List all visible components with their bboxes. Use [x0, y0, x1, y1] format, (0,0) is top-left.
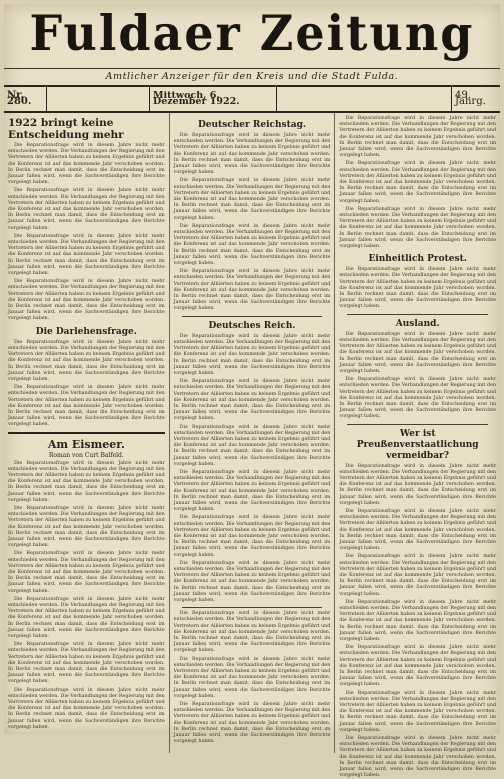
- newspaper-page: [4, 4, 500, 779]
- column-left: [4, 113, 169, 753]
- divider: [182, 607, 323, 608]
- article-body: Die Reparationsfrage wird in diesem Jahre nicht mehr entschieden werden. Die Verhandlungen der Regierung mit den Vertretern der Alliierten haben zu keinem Ergebnis geführt und die Konferenz ist auf das kommende Jahr verschoben worden. In Berlin rechnet man damit, dass die Entscheidung erst im Januar fallen wird, wenn die Sachverständigen ihre Berichte vorgelegt haben. Die Reparationsfrage wird in diesem Jahre nicht mehr entschieden werden. Die Verhandlungen der Regierung mit den Vertretern der Alliierten haben zu keinem Ergebnis geführt und die Konferenz ist auf das kommende Jahr verschoben worden. In Berlin rechnet man damit, dass die Entscheidung erst im Januar fallen wird, wenn die Sachverständigen ihre Berichte vorgelegt haben. Die Reparationsfrage wird in diesem Jahre nicht mehr entschieden werden. Die Verhandlungen der Regierung mit den Vertretern der Alliierten haben zu keinem Ergebnis geführt und die Konferenz ist auf das kommende Jahr verschoben worden. In Berlin rechnet man damit, dass die Entscheidung erst im Januar fallen wird, wenn die Sachverständigen ihre Berichte vorgelegt haben. Die Reparationsfrage wird in diesem Jahre nicht mehr entschieden werden. Die Verhandlungen der Regierung mit den Vertretern der Alliierten haben zu keinem Ergebnis geführt und die Konferenz ist auf das kommende Jahr verschoben worden. In Berlin rechnet man damit, dass die Entscheidung erst im Januar fallen wird, wenn die Sachverständigen ihre Berichte vorgelegt haben.: [8, 143, 165, 322]
- headline-reich: Deutsches Reich.: [208, 320, 296, 331]
- newspaper-subtitle: Amtlicher Anzeiger für den Kreis und die Stadt Fulda.: [4, 69, 500, 87]
- headline-reichstag: Deutscher Reichstag.: [197, 120, 307, 130]
- article-body: Die Reparationsfrage wird in diesem Jahre nicht mehr entschieden werden. Die Verhandlungen der Regierung mit den Vertretern der Alliierten haben zu keinem Ergebnis geführt und die Konferenz ist auf das kommende Jahr verschoben worden. In Berlin rechnet man damit, dass die Entscheidung erst im Januar fallen wird, wenn die Sachverständigen ihre Berichte vorgelegt haben. Die Reparationsfrage wird in diesem Jahre nicht mehr entschieden werden. Die Verhandlungen der Regierung mit den Vertretern der Alliierten haben zu keinem Ergebnis geführt und die Konferenz ist auf das kommende Jahr verschoben worden. In Berlin rechnet man damit, dass die Entscheidung erst im Januar fallen wird, wenn die Sachverständigen ihre Berichte vorgelegt haben.: [8, 339, 165, 428]
- volume-year: 49. Jahrg.: [455, 90, 486, 107]
- newspaper-title: Fuldaer Zeitung: [29, 4, 475, 62]
- column-middle: [169, 113, 335, 753]
- divider: [182, 316, 323, 317]
- headline-reparations: 1922 bringt keine Entscheidung mehr: [8, 117, 124, 141]
- price-info: [277, 87, 452, 111]
- serial-title: Am Eismeer.: [47, 437, 125, 451]
- serial-byline: Roman von Curt Balfeld.: [48, 451, 124, 459]
- article-body: Die Reparationsfrage wird in diesem Jahre nicht mehr entschieden werden. Die Verhandlungen der Regierung mit den Vertretern der Alliierten haben zu keinem Ergebnis geführt und die Konferenz ist auf das kommende Jahr verschoben worden. In Berlin rechnet man damit, dass die Entscheidung erst im Januar fallen wird, wenn die Sachverständigen ihre Berichte vorgelegt haben. Die Reparationsfrage wird in diesem Jahre nicht mehr entschieden werden. Die Verhandlungen der Regierung mit den Vertretern der Alliierten haben zu keinem Ergebnis geführt und die Konferenz ist auf das kommende Jahr verschoben worden. In Berlin rechnet man damit, dass die Entscheidung erst im Januar fallen wird, wenn die Sachverständigen ihre Berichte vorgelegt haben. Die Reparationsfrage wird in diesem Jahre nicht mehr entschieden werden. Die Verhandlungen der Regierung mit den Vertretern der Alliierten haben zu keinem Ergebnis geführt und die Konferenz ist auf das kommende Jahr verschoben worden. In Berlin rechnet man damit, dass die Entscheidung erst im Januar fallen wird, wenn die Sachverständigen ihre Berichte vorgelegt haben. Die Reparationsfrage wird in diesem Jahre nicht mehr entschieden werden. Die Verhandlungen der Regierung mit den Vertretern der Alliierten haben zu keinem Ergebnis geführt und die Konferenz ist auf das kommende Jahr verschoben worden. In Berlin rechnet man damit, dass die Entscheidung erst im Januar fallen wird, wenn die Sachverständigen ihre Berichte vorgelegt haben. Die Reparationsfrage wird in diesem Jahre nicht mehr entschieden werden. Die Verhandlungen der Regierung mit den Vertretern der Alliierten haben zu keinem Ergebnis geführt und die Konferenz ist auf das kommende Jahr verschoben worden. In Berlin rechnet man damit, dass die Entscheidung erst im Januar fallen wird, wenn die Sachverständigen ihre Berichte vorgelegt haben. Die Reparationsfrage wird in diesem Jahre nicht mehr entschieden werden. Die Verhandlungen der Regierung mit den Vertretern der Alliierten haben zu keinem Ergebnis geführt und die Konferenz ist auf das kommende Jahr verschoben worden. In Berlin rechnet man damit, dass die Entscheidung erst im Januar fallen wird, wenn die Sachverständigen ihre Berichte vorgelegt haben.: [173, 333, 331, 604]
- headline-loan: Die Darlehensfrage.: [35, 326, 137, 337]
- article-body: Die Reparationsfrage wird in diesem Jahre nicht mehr entschieden werden. Die Verhandlungen der Regierung mit den Vertretern der Alliierten haben zu keinem Ergebnis geführt und die Konferenz ist auf das kommende Jahr verschoben worden. In Berlin rechnet man damit, dass die Entscheidung erst im Januar fallen wird, wenn die Sachverständigen ihre Berichte vorgelegt haben. Die Reparationsfrage wird in diesem Jahre nicht mehr entschieden werden. Die Verhandlungen der Regierung mit den Vertretern der Alliierten haben zu keinem Ergebnis geführt und die Konferenz ist auf das kommende Jahr verschoben worden. In Berlin rechnet man damit, dass die Entscheidung erst im Januar fallen wird, wenn die Sachverständigen ihre Berichte vorgelegt haben. Die Reparationsfrage wird in diesem Jahre nicht mehr entschieden werden. Die Verhandlungen der Regierung mit den Vertretern der Alliierten haben zu keinem Ergebnis geführt und die Konferenz ist auf das kommende Jahr verschoben worden. In Berlin rechnet man damit, dass die Entscheidung erst im Januar fallen wird, wenn die Sachverständigen ihre Berichte vorgelegt haben. Die Reparationsfrage wird in diesem Jahre nicht mehr entschieden werden. Die Verhandlungen der Regierung mit den Vertretern der Alliierten haben zu keinem Ergebnis geführt und die Konferenz ist auf das kommende Jahr verschoben worden. In Berlin rechnet man damit, dass die Entscheidung erst im Januar fallen wird, wenn die Sachverständigen ihre Berichte vorgelegt haben.: [173, 133, 331, 312]
- article-body: Die Reparationsfrage wird in diesem Jahre nicht mehr entschieden werden. Die Verhandlungen der Regierung mit den Vertretern der Alliierten haben zu keinem Ergebnis geführt und die Konferenz ist auf das kommende Jahr verschoben worden. In Berlin rechnet man damit, dass die Entscheidung erst im Januar fallen wird, wenn die Sachverständigen ihre Berichte vorgelegt haben. Die Reparationsfrage wird in diesem Jahre nicht mehr entschieden werden. Die Verhandlungen der Regierung mit den Vertretern der Alliierten haben zu keinem Ergebnis geführt und die Konferenz ist auf das kommende Jahr verschoben worden. In Berlin rechnet man damit, dass die Entscheidung erst im Januar fallen wird, wenn die Sachverständigen ihre Berichte vorgelegt haben. Die Reparationsfrage wird in diesem Jahre nicht mehr entschieden werden. Die Verhandlungen der Regierung mit den Vertretern der Alliierten haben zu keinem Ergebnis geführt und die Konferenz ist auf das kommende Jahr verschoben worden. In Berlin rechnet man damit, dass die Entscheidung erst im Januar fallen wird, wenn die Sachverständigen ihre Berichte vorgelegt haben.: [173, 611, 331, 745]
- divider: [347, 424, 488, 425]
- issue-date: Mittwoch, 6. Dezember 1922.: [150, 87, 277, 111]
- article-body: Die Reparationsfrage wird in diesem Jahre nicht mehr entschieden werden. Die Verhandlungen der Regierung mit den Vertretern der Alliierten haben zu keinem Ergebnis geführt und die Konferenz ist auf das kommende Jahr verschoben worden. In Berlin rechnet man damit, dass die Entscheidung erst im Januar fallen wird, wenn die Sachverständigen ihre Berichte vorgelegt haben. Die Reparationsfrage wird in diesem Jahre nicht mehr entschieden werden. Die Verhandlungen der Regierung mit den Vertretern der Alliierten haben zu keinem Ergebnis geführt und die Konferenz ist auf das kommende Jahr verschoben worden. In Berlin rechnet man damit, dass die Entscheidung erst im Januar fallen wird, wenn die Sachverständigen ihre Berichte vorgelegt haben. Die Reparationsfrage wird in diesem Jahre nicht mehr entschieden werden. Die Verhandlungen der Regierung mit den Vertretern der Alliierten haben zu keinem Ergebnis geführt und die Konferenz ist auf das kommende Jahr verschoben worden. In Berlin rechnet man damit, dass die Entscheidung erst im Januar fallen wird, wenn die Sachverständigen ihre Berichte vorgelegt haben. Die Reparationsfrage wird in diesem Jahre nicht mehr entschieden werden. Die Verhandlungen der Regierung mit den Vertretern der Alliierten haben zu keinem Ergebnis geführt und die Konferenz ist auf das kommende Jahr verschoben worden. In Berlin rechnet man damit, dass die Entscheidung erst im Januar fallen wird, wenn die Sachverständigen ihre Berichte vorgelegt haben. Die Reparationsfrage wird in diesem Jahre nicht mehr entschieden werden. Die Verhandlungen der Regierung mit den Vertretern der Alliierten haben zu keinem Ergebnis geführt und die Konferenz ist auf das kommende Jahr verschoben worden. In Berlin rechnet man damit, dass die Entscheidung erst im Januar fallen wird, wenn die Sachverständigen ihre Berichte vorgelegt haben. Die Reparationsfrage wird in diesem Jahre nicht mehr entschieden werden. Die Verhandlungen der Regierung mit den Vertretern der Alliierten haben zu keinem Ergebnis geführt und die Konferenz ist auf das kommende Jahr verschoben worden. In Berlin rechnet man damit, dass die Entscheidung erst im Januar fallen wird, wenn die Sachverständigen ihre Berichte vorgelegt haben. Die Reparationsfrage wird in diesem Jahre nicht mehr entschieden werden. Die Verhandlungen der Regierung mit den Vertretern der Alliierten haben zu keinem Ergebnis geführt und die Konferenz ist auf das kommende Jahr verschoben worden. In Berlin rechnet man damit, dass die Entscheidung erst im Januar fallen wird, wenn die Sachverständigen ihre Berichte vorgelegt haben.: [339, 463, 497, 779]
- divider: [8, 432, 165, 434]
- info-bar: [4, 87, 500, 113]
- column-right: [334, 113, 500, 779]
- masthead: [4, 4, 500, 69]
- serial-body: Die Reparationsfrage wird in diesem Jahre nicht mehr entschieden werden. Die Verhandlungen der Regierung mit den Vertretern der Alliierten haben zu keinem Ergebnis geführt und die Konferenz ist auf das kommende Jahr verschoben worden. In Berlin rechnet man damit, dass die Entscheidung erst im Januar fallen wird, wenn die Sachverständigen ihre Berichte vorgelegt haben. Die Reparationsfrage wird in diesem Jahre nicht mehr entschieden werden. Die Verhandlungen der Regierung mit den Vertretern der Alliierten haben zu keinem Ergebnis geführt und die Konferenz ist auf das kommende Jahr verschoben worden. In Berlin rechnet man damit, dass die Entscheidung erst im Januar fallen wird, wenn die Sachverständigen ihre Berichte vorgelegt haben. Die Reparationsfrage wird in diesem Jahre nicht mehr entschieden werden. Die Verhandlungen der Regierung mit den Vertretern der Alliierten haben zu keinem Ergebnis geführt und die Konferenz ist auf das kommende Jahr verschoben worden. In Berlin rechnet man damit, dass die Entscheidung erst im Januar fallen wird, wenn die Sachverständigen ihre Berichte vorgelegt haben. Die Reparationsfrage wird in diesem Jahre nicht mehr entschieden werden. Die Verhandlungen der Regierung mit den Vertretern der Alliierten haben zu keinem Ergebnis geführt und die Konferenz ist auf das kommende Jahr verschoben worden. In Berlin rechnet man damit, dass die Entscheidung erst im Januar fallen wird, wenn die Sachverständigen ihre Berichte vorgelegt haben. Die Reparationsfrage wird in diesem Jahre nicht mehr entschieden werden. Die Verhandlungen der Regierung mit den Vertretern der Alliierten haben zu keinem Ergebnis geführt und die Konferenz ist auf das kommende Jahr verschoben worden. In Berlin rechnet man damit, dass die Entscheidung erst im Januar fallen wird, wenn die Sachverständigen ihre Berichte vorgelegt haben. Die Reparationsfrage wird in diesem Jahre nicht mehr entschieden werden. Die Verhandlungen der Regierung mit den Vertretern der Alliierten haben zu keinem Ergebnis geführt und die Konferenz ist auf das kommende Jahr verschoben worden. In Berlin rechnet man damit, dass die Entscheidung erst im Januar fallen wird, wenn die Sachverständigen ihre Berichte vorgelegt haben.: [8, 460, 165, 730]
- article-columns: [4, 113, 500, 779]
- headline-ausland: Ausland.: [395, 318, 440, 329]
- article-body: Die Reparationsfrage wird in diesem Jahre nicht mehr entschieden werden. Die Verhandlungen der Regierung mit den Vertretern der Alliierten haben zu keinem Ergebnis geführt und die Konferenz ist auf das kommende Jahr verschoben worden. In Berlin rechnet man damit, dass die Entscheidung erst im Januar fallen wird, wenn die Sachverständigen ihre Berichte vorgelegt haben.: [339, 267, 497, 310]
- headline-question: Wer ist Preußenverstaatlichung vermeidbar?: [356, 428, 479, 461]
- headline-protest: Einheitlich Protest.: [368, 254, 467, 265]
- divider: [347, 314, 488, 315]
- issue-number: Nr. 280.: [4, 87, 47, 111]
- publisher-info: [47, 87, 150, 111]
- article-body: Die Reparationsfrage wird in diesem Jahre nicht mehr entschieden werden. Die Verhandlungen der Regierung mit den Vertretern der Alliierten haben zu keinem Ergebnis geführt und die Konferenz ist auf das kommende Jahr verschoben worden. In Berlin rechnet man damit, dass die Entscheidung erst im Januar fallen wird, wenn die Sachverständigen ihre Berichte vorgelegt haben. Die Reparationsfrage wird in diesem Jahre nicht mehr entschieden werden. Die Verhandlungen der Regierung mit den Vertretern der Alliierten haben zu keinem Ergebnis geführt und die Konferenz ist auf das kommende Jahr verschoben worden. In Berlin rechnet man damit, dass die Entscheidung erst im Januar fallen wird, wenn die Sachverständigen ihre Berichte vorgelegt haben. Die Reparationsfrage wird in diesem Jahre nicht mehr entschieden werden. Die Verhandlungen der Regierung mit den Vertretern der Alliierten haben zu keinem Ergebnis geführt und die Konferenz ist auf das kommende Jahr verschoben worden. In Berlin rechnet man damit, dass die Entscheidung erst im Januar fallen wird, wenn die Sachverständigen ihre Berichte vorgelegt haben.: [339, 116, 497, 250]
- article-body: Die Reparationsfrage wird in diesem Jahre nicht mehr entschieden werden. Die Verhandlungen der Regierung mit den Vertretern der Alliierten haben zu keinem Ergebnis geführt und die Konferenz ist auf das kommende Jahr verschoben worden. In Berlin rechnet man damit, dass die Entscheidung erst im Januar fallen wird, wenn die Sachverständigen ihre Berichte vorgelegt haben. Die Reparationsfrage wird in diesem Jahre nicht mehr entschieden werden. Die Verhandlungen der Regierung mit den Vertretern der Alliierten haben zu keinem Ergebnis geführt und die Konferenz ist auf das kommende Jahr verschoben worden. In Berlin rechnet man damit, dass die Entscheidung erst im Januar fallen wird, wenn die Sachverständigen ihre Berichte vorgelegt haben.: [339, 331, 497, 420]
